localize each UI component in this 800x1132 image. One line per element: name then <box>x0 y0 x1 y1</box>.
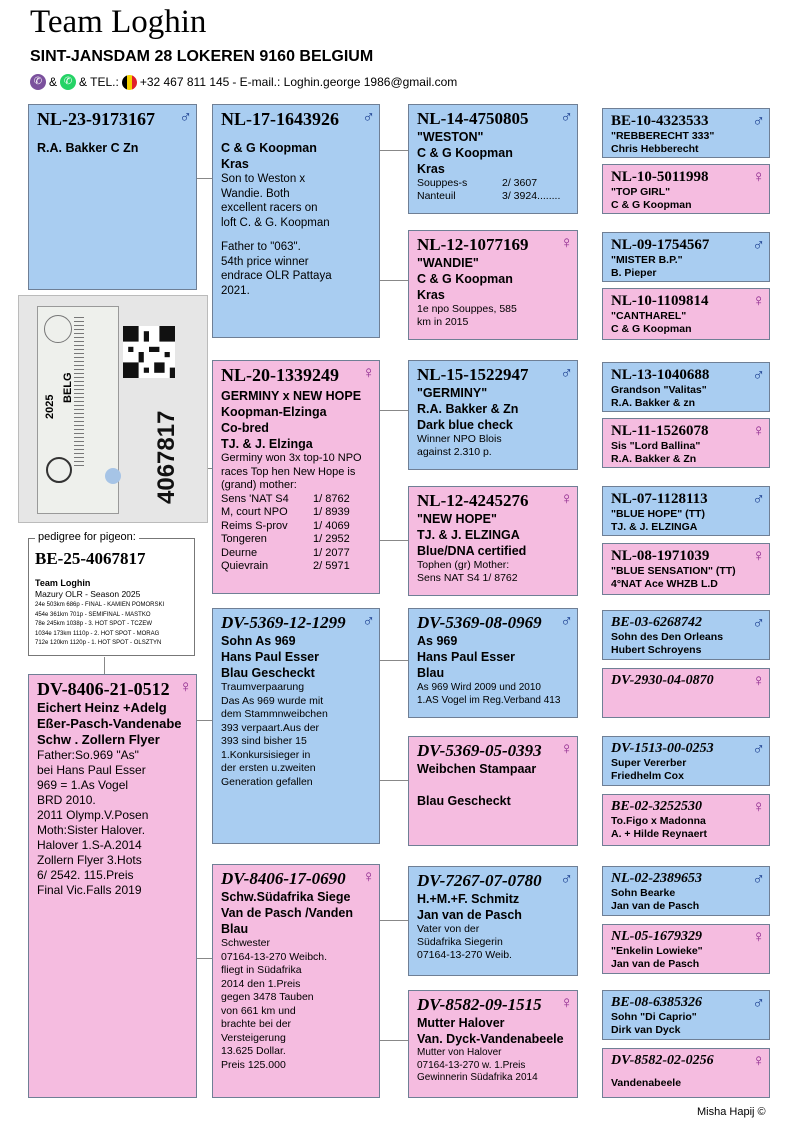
male-icon: ♂ <box>752 365 765 384</box>
ring-number: NL-11-1526078 <box>611 423 709 439</box>
great-grandparent-box[interactable] <box>602 232 770 282</box>
ring-number: NL-09-1754567 <box>611 237 710 253</box>
pedigree-card-results <box>35 601 164 649</box>
ring-number: NL-23-9173167 <box>37 109 155 129</box>
info-line: H.+M.+F. Schmitz <box>417 892 520 906</box>
note-line: fliegt in Südafrika <box>221 964 302 976</box>
male-icon: ♂ <box>752 993 765 1012</box>
info-line: 4°NAT Ace WHZB L.D <box>611 577 718 590</box>
male-icon: ♂ <box>752 739 765 758</box>
note-line: Vater von der <box>417 923 480 935</box>
result-line: 78e 245km 1038p - 3. HOT SPOT - TCZEW <box>35 621 153 627</box>
great-grandparent-box[interactable] <box>602 486 770 536</box>
ring-number: DV-7267-07-0780 <box>417 871 542 890</box>
info-line: "REBBERECHT 333" <box>611 130 715 142</box>
note-line <box>221 230 373 240</box>
note-line: Tophen (gr) Mother: <box>417 559 510 571</box>
note-line: Father to "063". <box>221 241 301 253</box>
result-row: Deurne 1/ 2077 <box>221 546 350 559</box>
result-row: M, court NPO 1/ 8939 <box>221 506 350 518</box>
pedigree-card-ring: BE-25-4067817 <box>35 549 146 568</box>
female-icon: ♀ <box>560 993 573 1012</box>
dam-sire-dam-box[interactable] <box>408 736 578 846</box>
ring-number: NL-10-1109814 <box>611 293 709 309</box>
note-line: Generation gefallen <box>221 775 313 788</box>
sire-sire-box[interactable] <box>212 104 380 338</box>
dam-dam-sire-box[interactable] <box>408 866 578 976</box>
female-icon: ♀ <box>560 233 573 252</box>
note-line: Moth:Sister Halover. <box>37 823 146 837</box>
ring-number: NL-07-1128113 <box>611 491 708 507</box>
sire-box[interactable] <box>28 104 197 290</box>
info-line: C & G Koopman <box>611 322 692 335</box>
info-line: "NEW HOPE" <box>417 512 497 526</box>
note-line: 07164-13-270 Weib. <box>417 949 512 961</box>
ring-card-photo <box>18 295 208 523</box>
info-line <box>611 1069 763 1077</box>
ring-number: BE-08-6385326 <box>611 995 702 1010</box>
dam-box[interactable] <box>28 674 197 1098</box>
note-line: against 2.310 p. <box>417 446 492 458</box>
note-line: endrace OLR Pattaya <box>221 270 332 282</box>
female-icon: ♀ <box>752 797 765 816</box>
info-line: C & G Koopman <box>417 146 513 160</box>
sire-dam-dam-box[interactable] <box>408 486 578 596</box>
pedigree-card-season: Mazury OLR - Season 2025 <box>35 589 141 599</box>
great-grandparent-box[interactable] <box>602 164 770 214</box>
female-icon: ♀ <box>752 421 765 440</box>
info-line: B. Pieper <box>611 266 657 279</box>
belgium-flag-icon <box>122 75 137 90</box>
ring-number: BE-10-4323533 <box>611 113 709 129</box>
info-line: As 969 <box>417 634 458 648</box>
great-grandparent-box[interactable] <box>602 866 770 916</box>
viber-icon: ✆ <box>30 74 46 90</box>
male-icon: ♂ <box>362 611 375 630</box>
info-line: Co-bred <box>221 421 269 435</box>
sire-sire-sire-box[interactable] <box>408 104 578 214</box>
note-line: Halover 1.S-A.2014 <box>37 838 142 852</box>
sire-dam-sire-box[interactable] <box>408 360 578 470</box>
dam-dam-box[interactable] <box>212 864 380 1098</box>
note-line: 1e npo Souppes, 585 <box>417 303 517 315</box>
female-icon: ♀ <box>179 677 192 696</box>
note-line: Gewinnerin Südafrika 2014 <box>417 1072 538 1083</box>
great-grandparent-box[interactable] <box>602 736 770 786</box>
male-icon: ♂ <box>560 869 573 888</box>
ring-number: BE-02-3252530 <box>611 799 702 814</box>
male-icon: ♂ <box>752 869 765 888</box>
info-line: Super Vererber <box>611 757 687 769</box>
ring-number: DV-8406-21-0512 <box>37 679 170 699</box>
result-line: 712e 120km 1120p - 1. HOT SPOT - OLSZTYN <box>35 640 162 646</box>
info-line: Van de Pasch /Vanden <box>221 906 354 920</box>
info-line: Blau <box>221 922 249 936</box>
female-icon: ♀ <box>560 489 573 508</box>
info-line: Sohn "Di Caprio" <box>611 1011 697 1023</box>
info-line: "TOP GIRL" <box>611 186 671 198</box>
info-line: "WANDIE" <box>417 256 479 270</box>
info-line: Vandenabeele <box>611 1077 682 1089</box>
ring-number: NL-05-1679329 <box>611 929 702 944</box>
info-line: Jan van de Pasch <box>417 908 522 922</box>
info-line: C & G Koopman <box>221 141 317 155</box>
ring-number: DV-1513-00-0253 <box>611 741 714 756</box>
ring-number: NL-14-4750805 <box>417 109 529 128</box>
ring-number: NL-12-1077169 <box>417 235 529 254</box>
ring-number: NL-13-1040688 <box>611 367 710 383</box>
info-line: TJ. & J. Elzinga <box>221 437 313 451</box>
note-line: 1.Konkursisieger in <box>221 748 311 761</box>
note-line: 969 = 1.As Vogel <box>37 778 129 792</box>
female-icon: ♀ <box>752 1051 765 1070</box>
note-line: km in 2015 <box>417 316 469 328</box>
contact-line <box>30 74 457 90</box>
info-line: Hans Paul Esser <box>221 650 319 664</box>
info-line: Sis "Lord Ballina" <box>611 440 701 452</box>
note-line: von 661 km und <box>221 1004 296 1017</box>
male-icon: ♂ <box>560 611 573 630</box>
note-line: 393 sind bisher 15 <box>221 735 307 747</box>
note-line: Wandie. Both <box>221 187 290 200</box>
info-line: Friedhelm Cox <box>611 769 684 782</box>
phone-number[interactable]: +32 467 811 145 <box>139 75 230 89</box>
female-icon: ♀ <box>752 291 765 310</box>
ring-number: NL-02-2389653 <box>611 871 702 886</box>
male-icon: ♂ <box>752 111 765 130</box>
info-line: R.A. Bakker & Zn <box>417 402 519 416</box>
note-line: 2011 Olymp.V.Posen <box>37 808 149 822</box>
note-line: Mutter von Halover <box>417 1047 502 1058</box>
great-grandparent-box[interactable] <box>602 1048 770 1098</box>
info-line: Jan van de Pasch <box>611 899 700 912</box>
note-line: 393 verpaart.Aus der <box>221 721 320 734</box>
male-icon: ♂ <box>752 235 765 254</box>
note-line: Sens NAT S4 1/ 8762 <box>417 572 518 584</box>
info-line: Kras <box>417 288 445 302</box>
note-line: 13.625 Dollar. <box>221 1045 286 1057</box>
note-line: 07164-13-270 Weibch. <box>221 950 328 963</box>
qr-code-icon <box>123 326 175 378</box>
ring-card-label <box>37 306 119 514</box>
info-line: Koopman-Elzinga <box>221 405 327 419</box>
note-line: excellent racers on <box>221 202 318 214</box>
male-icon: ♂ <box>560 107 573 126</box>
info-line: Chris Hebberecht <box>611 142 699 155</box>
result-row: Tongeren 1/ 2952 <box>221 533 350 545</box>
info-line: Dirk van Dyck <box>611 1023 681 1036</box>
note-line: Winner NPO Blois <box>417 433 502 445</box>
info-line: R.A. Bakker & Zn <box>611 452 697 465</box>
female-icon: ♀ <box>362 363 375 382</box>
note-line: Versteigerung <box>221 1031 286 1044</box>
note-line: Südafrika Siegerin <box>417 936 503 948</box>
email[interactable]: - E-mail.: Loghin.george 1986@gmail.com <box>232 75 458 89</box>
note-line: Zollern Flyer 3.Hots <box>37 853 142 867</box>
note-line: 1.AS Vogel im Reg.Verband 413 <box>417 695 561 706</box>
ring-number: DV-5369-12-1299 <box>221 613 346 632</box>
note-line: 2014 den 1.Preis <box>221 977 301 990</box>
info-line: "WESTON" <box>417 130 484 144</box>
note-line: As 969 Wird 2009 und 2010 <box>417 682 541 693</box>
note-line: bei Hans Paul Esser <box>37 763 146 777</box>
ring-number: NL-17-1643926 <box>221 109 339 129</box>
info-line: Blau <box>417 666 445 680</box>
note-line: Das As 969 wurde mit <box>221 694 324 707</box>
ring-number: DV-8582-09-1515 <box>417 995 542 1014</box>
sire-dam-box[interactable] <box>212 360 380 594</box>
info-line: Mutter Halover <box>417 1016 505 1030</box>
ring-number: NL-08-1971039 <box>611 548 710 564</box>
result-row: Souppes-s 2/ 3607 <box>417 177 538 189</box>
info-line: GERMINY x NEW HOPE <box>221 389 362 403</box>
note-line: BRD 2010. <box>37 793 96 807</box>
info-line: Sohn As 969 <box>221 634 296 648</box>
great-grandparent-box[interactable] <box>602 543 770 595</box>
contact-amp: & <box>49 75 58 89</box>
note-line: Preis 125.000 <box>221 1058 286 1071</box>
ring-number: DV-8406-17-0690 <box>221 869 346 888</box>
info-line: "MISTER B.P." <box>611 254 683 266</box>
ring-number: DV-5369-08-0969 <box>417 613 542 632</box>
great-grandparent-box[interactable] <box>602 610 770 660</box>
info-line: "GERMINY" <box>417 386 488 400</box>
note-line: Germiny won 3x top-10 NPO <box>221 452 362 464</box>
card-country: BELG <box>62 372 74 403</box>
pedigree-card-team: Team Loghin <box>35 578 91 588</box>
result-line: 454e 361km 701p - SEMIFINAL - MASTKO <box>35 611 151 618</box>
ring-number: DV-2930-04-0870 <box>611 673 714 688</box>
pedigree-card-caption: pedigree for pigeon: <box>35 531 139 543</box>
info-line: Hubert Schroyens <box>611 643 702 656</box>
info-line: Hans Paul Esser <box>417 650 515 664</box>
note-line: (grand) mother: <box>221 479 297 491</box>
result-row: Reims S-prov 1/ 4069 <box>221 519 350 532</box>
note-line: Father:So.969 "As" <box>37 748 139 762</box>
info-line: "BLUE HOPE" (TT) <box>611 508 705 520</box>
female-icon: ♀ <box>362 867 375 886</box>
female-icon: ♀ <box>752 671 765 690</box>
note-line: dem Stammnweibchen <box>221 708 328 720</box>
male-icon: ♂ <box>179 107 192 126</box>
note-line: loft C. & G. Koopman <box>221 216 330 229</box>
result-row: Nanteuil 3/ 3924........ <box>417 190 561 202</box>
male-icon: ♂ <box>752 613 765 632</box>
dam-sire-box[interactable] <box>212 608 380 844</box>
info-line: Sohn des Den Orleans <box>611 631 724 643</box>
info-line: TJ. & J. ELZINGA <box>611 520 698 533</box>
address: SINT-JANSDAM 28 LOKEREN 9160 BELGIUM <box>30 48 374 65</box>
male-icon: ♂ <box>362 107 375 126</box>
info-line <box>417 777 571 793</box>
ring-number: NL-10-5011998 <box>611 169 709 185</box>
owner: R.A. Bakker C Zn <box>37 141 139 155</box>
ring-number: NL-20-1339249 <box>221 365 339 385</box>
great-grandparent-box[interactable] <box>602 108 770 158</box>
info-line: Eßer-Pasch-Vandenabe <box>37 716 182 731</box>
great-grandparent-box[interactable] <box>602 362 770 412</box>
note-line: gegen 3478 Tauben <box>221 991 314 1003</box>
result-row: Quievrain 2/ 5971 <box>221 560 350 572</box>
card-dot <box>105 468 121 484</box>
info-line: "CANTHAREL" <box>611 310 687 322</box>
note-line: races Top hen New Hope is <box>221 465 356 478</box>
male-icon: ♂ <box>752 489 765 508</box>
info-line: Kras <box>417 162 445 176</box>
female-icon: ♀ <box>752 546 765 565</box>
info-line: Grandson "Valitas" <box>611 384 707 396</box>
great-grandparent-box[interactable] <box>602 418 770 468</box>
great-grandparent-box[interactable] <box>602 990 770 1040</box>
info-line: C & G Koopman <box>611 198 692 211</box>
ring-number: NL-12-4245276 <box>417 491 529 510</box>
contact-tel-label: & TEL.: <box>79 75 119 89</box>
great-grandparent-box[interactable] <box>602 794 770 846</box>
note-line: Son to Weston x <box>221 173 306 185</box>
note-line: der ersten u.zweiten <box>221 762 316 774</box>
info-line: Kras <box>221 157 249 171</box>
dam-sire-sire-box[interactable] <box>408 608 578 718</box>
great-grandparent-box[interactable] <box>602 668 770 718</box>
info-line: Blue/DNA certified <box>417 544 527 558</box>
note-line: 2021. <box>221 284 250 297</box>
male-icon: ♂ <box>560 363 573 382</box>
info-line: Jan van de Pasch <box>611 957 700 970</box>
info-line: Schw.Südafrika Siege <box>221 890 351 904</box>
great-grandparent-box[interactable] <box>602 288 770 340</box>
note-line: 07164-13-270 w. 1.Preis <box>417 1059 526 1071</box>
sire-sire-dam-box[interactable] <box>408 230 578 340</box>
female-icon: ♀ <box>752 927 765 946</box>
info-line: C & G Koopman <box>417 272 513 286</box>
info-line: Blau Gescheckt <box>221 666 315 680</box>
note-line: Schwester <box>221 937 271 949</box>
result-line: 1034e 173km 1110p - 2. HOT SPOT - MORAG <box>35 630 160 637</box>
card-ring-number-text: 4067817 <box>153 410 180 504</box>
info-line: To.Figo x Madonna <box>611 815 706 827</box>
page-title: Team Loghin <box>30 4 207 40</box>
ring-number: DV-5369-05-0393 <box>417 741 542 760</box>
note-line: 54th price winner <box>221 255 309 268</box>
note-line: Traumverpaarung <box>221 681 305 693</box>
info-line: Sohn Bearke <box>611 887 676 899</box>
dam-dam-dam-box[interactable] <box>408 990 578 1098</box>
info-line: Eichert Heinz +Adelg <box>37 700 167 715</box>
ring-number: NL-15-1522947 <box>417 365 529 384</box>
info-line: Weibchen Stampaar <box>417 762 537 776</box>
female-icon: ♀ <box>560 739 573 758</box>
result-line: 24e 503km 686p - FINAL - KAMIEN POMORSKI <box>35 602 165 608</box>
info-line: Schw . Zollern Flyer <box>37 732 160 747</box>
note-line: Final Vic.Falls 2019 <box>37 883 142 897</box>
great-grandparent-box[interactable] <box>602 924 770 974</box>
card-season: 2025 <box>44 394 56 419</box>
pedigree-card <box>28 531 195 656</box>
info-line: "Enkelin Lowieke" <box>611 945 703 957</box>
info-line: Van. Dyck-Vandenabeele <box>417 1032 564 1046</box>
info-line: A. + Hilde Reynaert <box>611 827 707 840</box>
note-line: brachte bei der <box>221 1018 292 1030</box>
info-line: R.A. Bakker & zn <box>611 396 696 409</box>
info-line: "BLUE SENSATION" (TT) <box>611 565 736 577</box>
whatsapp-icon: ✆ <box>60 74 76 90</box>
female-icon: ♀ <box>752 167 765 186</box>
info-line: TJ. & J. ELZINGA <box>417 528 520 542</box>
result-row: Sens 'NAT S4 1/ 8762 <box>221 492 350 505</box>
note-line: 6/ 2542. 115.Preis <box>37 868 134 882</box>
ring-number: DV-8582-02-0256 <box>611 1053 714 1068</box>
card-ring-number <box>144 396 184 506</box>
ring-number: BE-03-6268742 <box>611 615 702 630</box>
info-line: Dark blue check <box>417 418 513 432</box>
footer-credit: Misha Hapij © <box>697 1106 766 1118</box>
info-line: Blau Gescheckt <box>417 794 511 808</box>
